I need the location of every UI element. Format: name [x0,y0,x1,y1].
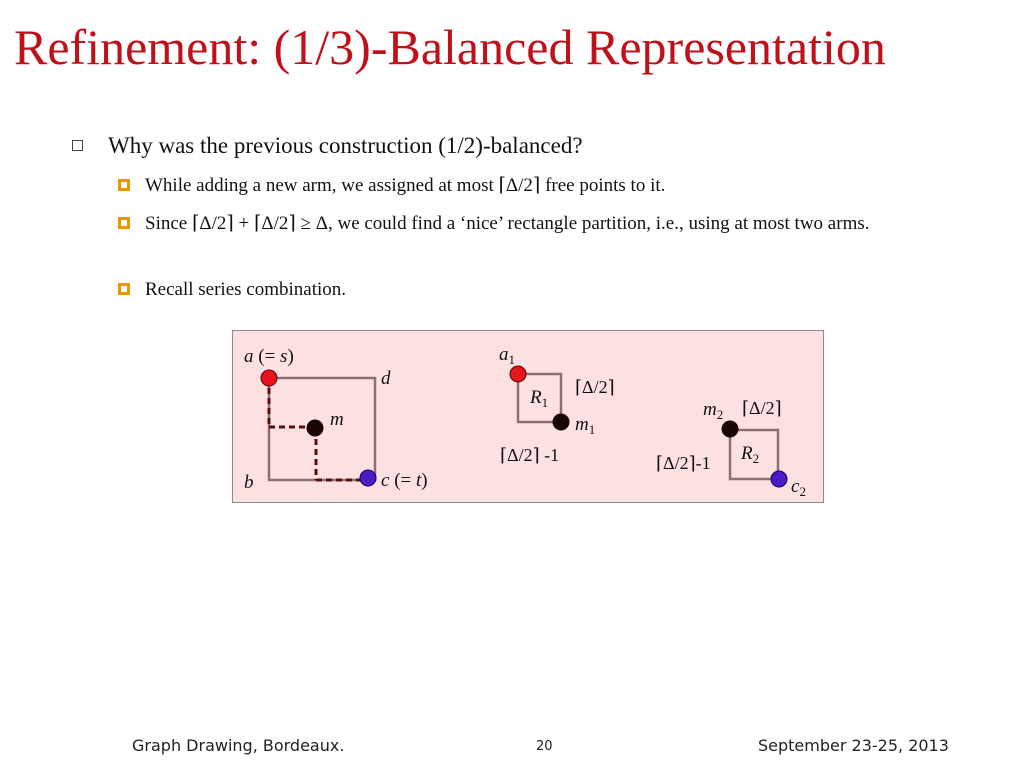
slide-title: Refinement: (1/3)-Balanced Representation [14,19,886,75]
label-s: s [280,346,288,367]
footer-page-number: 20 [536,739,553,754]
label-a: a [244,346,254,367]
orange-square-bullet-icon [118,283,130,295]
sub-bullet-text: While adding a new arm, we assigned at most ⌈Δ/2⌉ free points to it. [145,175,666,196]
label-eq: (= [253,346,281,367]
label-ceil-delta-half: ⌈Δ/2⌉ [575,377,615,397]
rectangle-partition-figure [232,330,824,503]
footer-date: September 23-25, 2013 [758,736,949,755]
label-a1: $a_1$ [499,344,515,367]
figure-svg [233,331,823,502]
orange-square-bullet-icon [118,179,130,191]
node-a [261,370,277,386]
label-c2: $c_2$ [791,476,806,499]
bullet-level1 [72,132,962,159]
label-close: ) [421,470,428,491]
label-d: d [381,368,391,389]
sub-bullet-1 [118,173,968,198]
footer-left: Graph Drawing, Bordeaux. [132,736,345,755]
sub-bullet-text: Since ⌈Δ/2⌉ + ⌈Δ/2⌉ ≥ Δ, we could find a ‘nice’ rectangle partition, i.e., using at most two arms. [145,213,870,234]
node-a1 [510,366,526,382]
sub-bullet-2 [118,211,968,236]
label-b: b [244,472,254,493]
node-c2 [771,471,787,487]
node-m2 [722,421,739,438]
node-m [307,420,324,437]
orange-square-bullet-icon [118,217,130,229]
label-R2: $R_2$ [741,443,760,466]
sub-bullet-3 [118,277,968,302]
label-R1: $R_1$ [530,387,549,410]
label-c: c [381,470,390,491]
node-c [360,470,376,486]
label-ceil-delta-half-minus-1-right: ⌈Δ/2⌉-1 [656,453,711,473]
hollow-square-bullet-icon [72,140,83,151]
bullet-text: Why was the previous construction (1/2)-balanced? [108,133,583,158]
label-eq: (= [389,470,416,491]
label-m2: $m_2$ [703,399,724,422]
node-m1 [553,414,570,431]
label-c-eq-t [381,470,428,491]
label-a-eq-s [244,346,294,367]
label-close: ) [287,346,294,367]
label-m1: $m_1$ [575,414,596,437]
label-ceil-delta-half-minus-1: ⌈Δ/2⌉ -1 [500,445,560,465]
label-ceil-delta-half-top: ⌈Δ/2⌉ [742,398,782,418]
label-t: t [415,470,422,491]
label-m: m [330,409,344,430]
sub-bullet-text: Recall series combination. [145,279,347,300]
